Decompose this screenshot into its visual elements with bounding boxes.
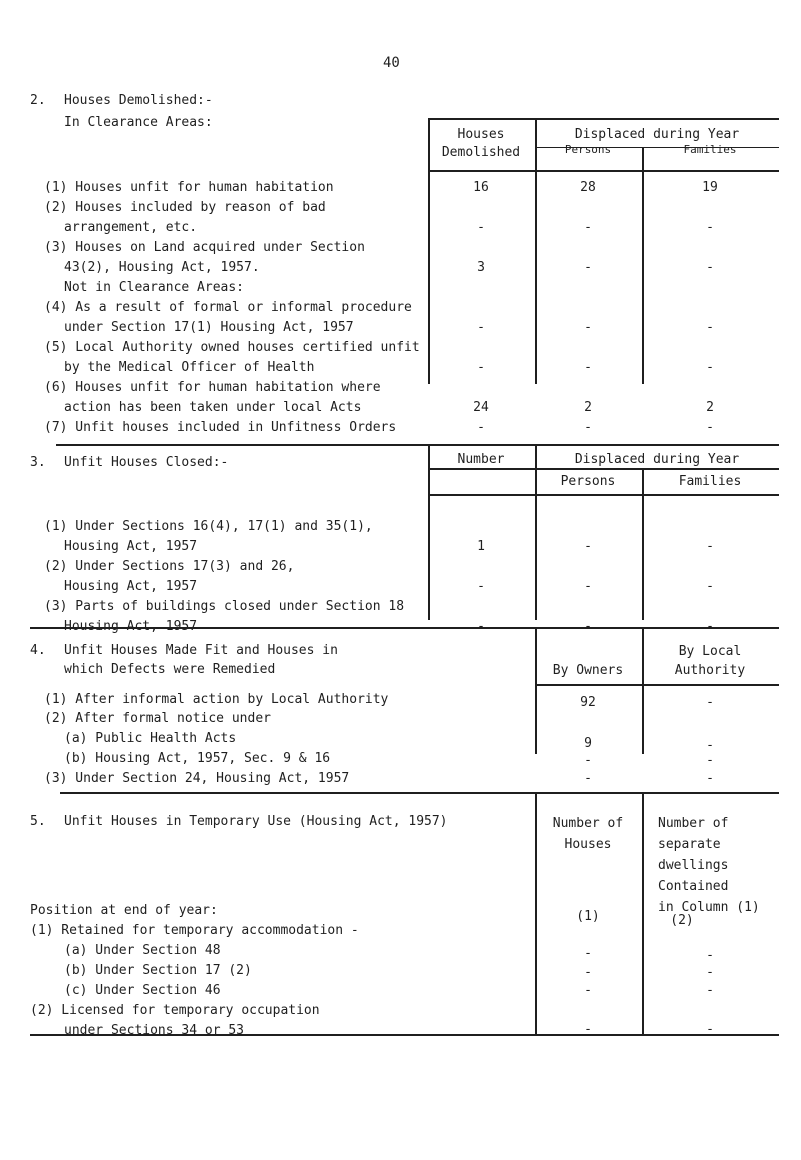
section-title: which Defects were Remedied — [64, 662, 276, 677]
list-item: (4) As a result of formal or informal procedure — [44, 300, 412, 315]
column-number-label: (2) — [670, 913, 694, 928]
list-item: under Sections 34 or 53 — [64, 1023, 245, 1038]
table-cell: 19 — [702, 180, 718, 195]
list-item: (3) Houses on Land acquired under Section — [44, 240, 365, 255]
table-cell: 2 — [706, 400, 714, 415]
list-item: (6) Houses unfit for human habitation where — [44, 380, 381, 395]
list-item: arrangement, etc. — [64, 220, 198, 235]
list-item: (5) Local Authority owned houses certified unfit — [44, 340, 420, 355]
table-cell: - — [706, 220, 714, 235]
table-cell: - — [584, 946, 592, 961]
table-cell: - — [584, 220, 592, 235]
section-number: 5. — [30, 814, 46, 829]
column-header-houses: Demolished — [441, 145, 521, 160]
column-divider — [535, 627, 537, 754]
list-item: (b) Under Section 17 (2) — [64, 963, 252, 978]
column-header-families: Families — [683, 143, 737, 156]
list-item: (3) Under Section 24, Housing Act, 1957 — [44, 771, 350, 786]
table-cell: 92 — [580, 695, 596, 710]
column-header-separate-dwellings: dwellings — [658, 858, 729, 873]
table-cell: - — [584, 360, 592, 375]
list-item: (b) Housing Act, 1957, Sec. 9 & 16 — [64, 751, 331, 766]
section-rule — [30, 627, 779, 629]
list-item: (1) Under Sections 16(4), 17(1) and 35(1), — [44, 519, 373, 534]
table-cell: - — [477, 420, 485, 435]
table-cell: - — [706, 771, 714, 786]
column-number-label: (1) — [576, 909, 600, 924]
table-cell: - — [584, 420, 592, 435]
section-number: 4. — [30, 643, 46, 658]
table-cell: - — [706, 983, 714, 998]
list-item: Housing Act, 1957 — [64, 539, 198, 554]
column-header-persons: Persons — [560, 474, 616, 489]
table-cell: - — [584, 983, 592, 998]
list-item: (7) Unfit houses included in Unfitness Orders — [44, 420, 397, 435]
table-cell: - — [706, 948, 714, 963]
table-cell: - — [706, 539, 714, 554]
table-cell: - — [477, 220, 485, 235]
column-header-displaced: Displaced during Year — [574, 452, 740, 467]
table-cell: - — [477, 360, 485, 375]
list-item: (a) Under Section 48 — [64, 943, 221, 958]
section-rule — [60, 792, 779, 794]
list-item: (1) Retained for temporary accommodation - — [30, 923, 359, 938]
table-cell: 16 — [473, 180, 489, 195]
page-number: 40 — [383, 55, 400, 71]
list-item: (2) Licensed for temporary occupation — [30, 1003, 320, 1018]
header-bottom-rule — [428, 494, 779, 496]
column-divider — [428, 444, 430, 620]
column-header-local-authority: Authority — [674, 663, 746, 678]
column-divider — [642, 147, 644, 384]
table-cell: - — [706, 360, 714, 375]
column-header-houses: Houses — [457, 127, 505, 142]
column-header-separate-dwellings: in Column (1) — [658, 900, 760, 915]
section-number: 2. — [30, 93, 46, 108]
column-header-separate-dwellings: Contained — [658, 879, 729, 894]
list-item: (1) After informal action by Local Authority — [44, 692, 389, 707]
table-cell: - — [706, 420, 714, 435]
table-cell: - — [706, 738, 714, 753]
column-header-owners: By Owners — [552, 663, 624, 678]
column-divider — [428, 118, 430, 384]
column-divider — [642, 792, 644, 1035]
table-cell: - — [584, 320, 592, 335]
list-item: by the Medical Officer of Health — [64, 360, 315, 375]
column-header-persons: Persons — [564, 143, 612, 156]
list-item: Housing Act, 1957 — [64, 579, 198, 594]
table-cell: - — [706, 965, 714, 980]
table-cell: - — [477, 320, 485, 335]
column-header-local-authority: By Local — [678, 644, 742, 659]
list-item: action has been taken under local Acts — [64, 400, 362, 415]
table-cell: - — [584, 753, 592, 768]
section-subtitle: In Clearance Areas: — [64, 115, 213, 130]
list-item: (2) After formal notice under — [44, 711, 271, 726]
list-item: (3) Parts of buildings closed under Section 18 — [44, 599, 405, 614]
section-title: Unfit Houses in Temporary Use (Housing Act, 1957) — [64, 814, 448, 829]
table-cell: - — [706, 579, 714, 594]
table-cell: - — [706, 260, 714, 275]
column-divider — [535, 792, 537, 1035]
column-header-separate-dwellings: Number of — [658, 816, 729, 831]
table-cell: - — [584, 260, 592, 275]
section-number: 3. — [30, 455, 46, 470]
table-cell: - — [584, 965, 592, 980]
column-header-number-of-houses: Number of — [552, 816, 624, 831]
column-divider — [642, 468, 644, 620]
column-header-separate-dwellings: separate — [658, 837, 721, 852]
table-top-rule — [428, 118, 779, 120]
table-cell: - — [584, 771, 592, 786]
header-rule — [428, 468, 779, 470]
list-item: Not in Clearance Areas: — [64, 280, 245, 295]
column-header-number-of-houses: Houses — [564, 837, 612, 852]
header-bottom-rule — [535, 684, 779, 686]
column-header-number: Number — [457, 452, 505, 467]
list-item: (c) Under Section 46 — [64, 983, 221, 998]
list-item: under Section 17(1) Housing Act, 1957 — [64, 320, 354, 335]
column-divider — [642, 627, 644, 754]
table-cell: 28 — [580, 180, 596, 195]
list-item: (2) Houses included by reason of bad — [44, 200, 326, 215]
table-cell: 9 — [584, 736, 592, 751]
table-cell: - — [584, 579, 592, 594]
list-item: (a) Public Health Acts — [64, 731, 237, 746]
column-divider — [535, 118, 537, 384]
column-header-families: Families — [678, 474, 742, 489]
section-title: Unfit Houses Made Fit and Houses in — [64, 643, 338, 658]
table-cell: - — [477, 579, 485, 594]
table-cell: - — [706, 1022, 714, 1037]
table-cell: - — [706, 753, 714, 768]
list-item: (1) Houses unfit for human habitation — [44, 180, 334, 195]
section-title: Unfit Houses Closed:- — [64, 455, 229, 470]
table-cell: 2 — [584, 400, 592, 415]
table-cell: 24 — [473, 400, 489, 415]
table-cell: - — [584, 1022, 592, 1037]
section-title: Houses Demolished:- — [64, 93, 213, 108]
column-header-displaced: Displaced during Year — [574, 127, 740, 142]
table-cell: - — [706, 695, 714, 710]
section-rule — [56, 444, 779, 446]
list-item: 43(2), Housing Act, 1957. — [64, 260, 260, 275]
header-bottom-rule — [428, 170, 779, 172]
list-item: (2) Under Sections 17(3) and 26, — [44, 559, 295, 574]
table-cell: - — [584, 539, 592, 554]
table-cell: 3 — [477, 260, 485, 275]
table-cell: 1 — [477, 539, 485, 554]
table-cell: - — [706, 320, 714, 335]
column-divider — [535, 444, 537, 620]
position-label: Position at end of year: — [30, 903, 218, 918]
